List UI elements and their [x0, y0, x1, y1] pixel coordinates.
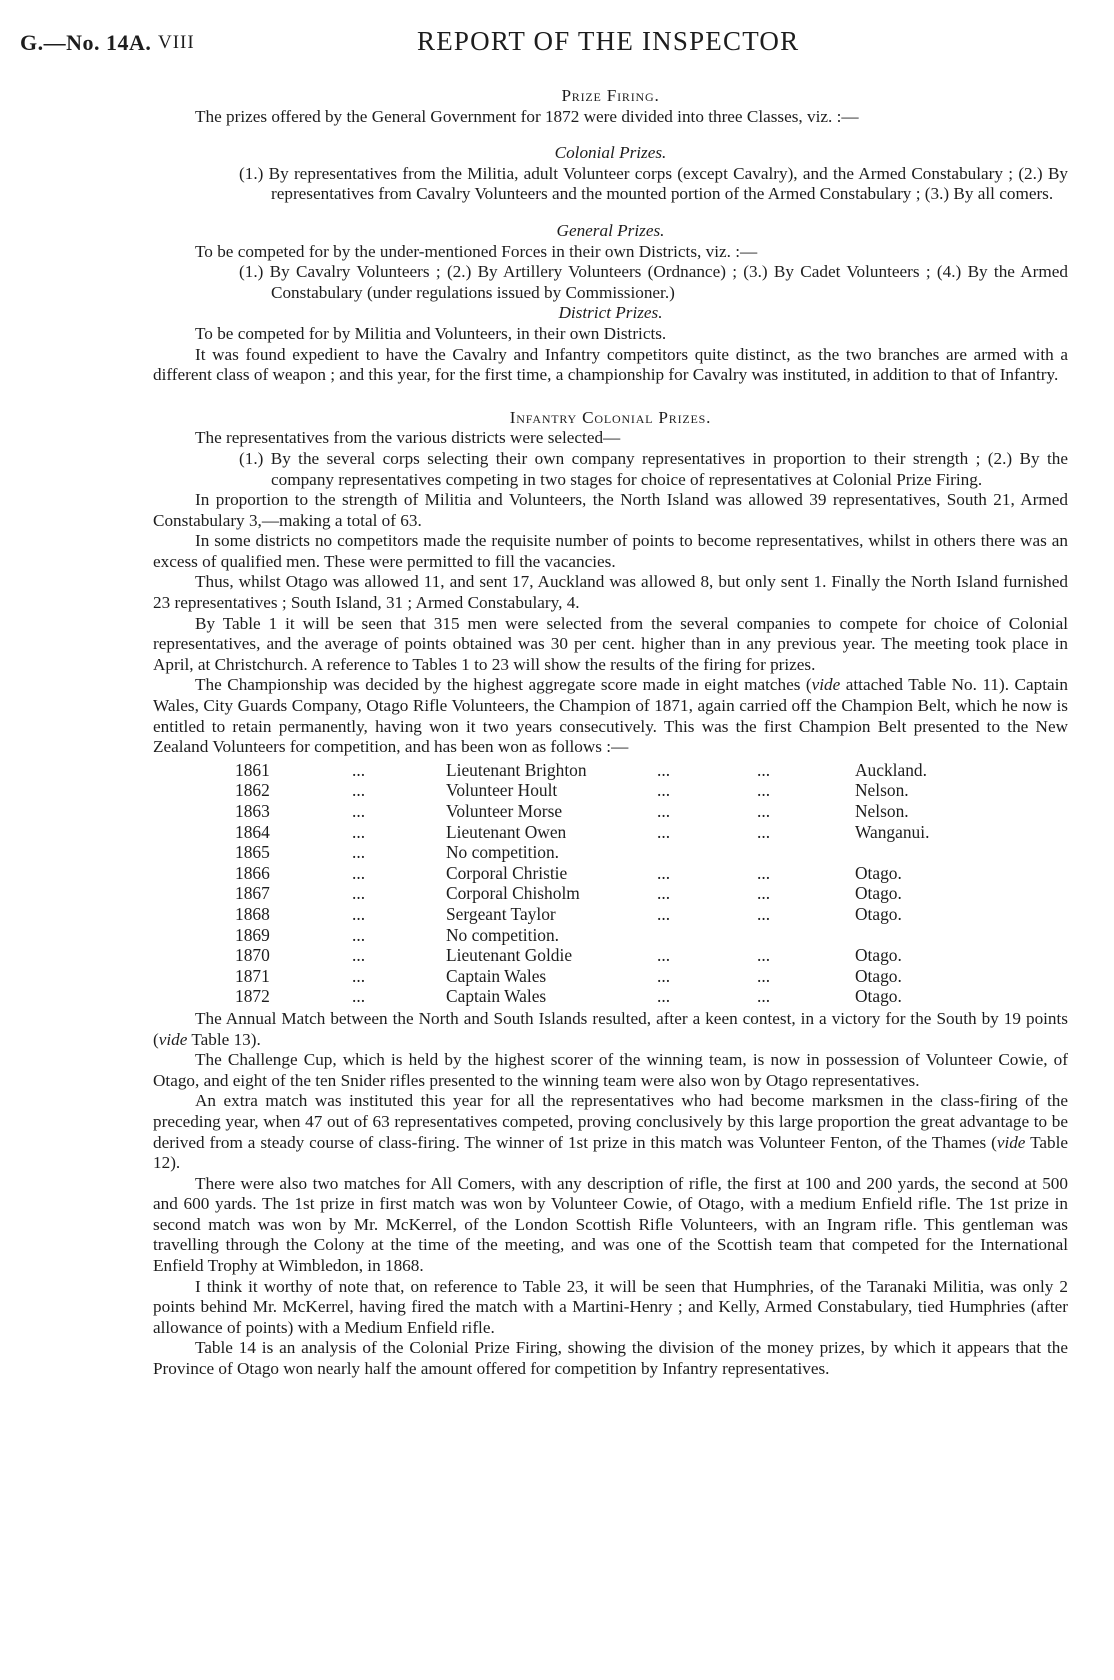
leader-dots: ...	[657, 759, 671, 780]
leader-dots: ...	[757, 862, 771, 883]
leader-dots: ...	[657, 986, 671, 1007]
leader-dots: ...	[352, 986, 366, 1007]
running-title: REPORT OF THE INSPECTOR	[417, 26, 800, 56]
table-row	[235, 966, 995, 987]
champion-year: 1867	[235, 883, 270, 904]
champion-place: Wanganui.	[855, 821, 930, 842]
champion-place	[855, 925, 995, 946]
paragraph-districts: In some districts no competitors made the requisite number of points to become representatives, whilst in others there was an excess of qualified men. These were permitted to fill the vacancies.	[153, 531, 1068, 571]
champion-place: Otago.	[855, 965, 902, 986]
table-row	[235, 925, 995, 946]
paragraph-district: To be competed for by Militia and Volunteers, in their own Districts.	[195, 323, 667, 343]
leader-dots: ...	[657, 945, 671, 966]
table-row	[235, 822, 995, 843]
paragraph-prize-intro: The prizes offered by the General Government for 1872 were divided into three Classes, viz. :—	[195, 106, 859, 126]
paragraph-extra-match: An extra match was instituted this year for all the representatives who had become marksmen in the class-firing of the preceding year, when 47 out of 63 representatives competed, proving conclusively by this large proportion the great advantage to be derived from a steady course of class-firing. The winner of 1st prize in this match was Volunteer Fenton, of the Thames (vide Table 12).	[153, 1091, 1068, 1173]
table-row	[235, 863, 995, 884]
page-header	[0, 24, 1114, 64]
table-row	[235, 780, 995, 801]
paragraph-annual-match: The Annual Match between the North and South Islands resulted, after a keen contest, in a victory for the South by 19 points (vide Table 13).	[153, 1008, 1068, 1049]
paragraph-cavalry: It was found expedient to have the Cavalry and Infantry competitors quite distinct, as the two branches are armed with a different class of weapon ; and this year, for the first time, a championship for Cavalry was instituted, in addition to that of Infantry.	[153, 344, 1068, 385]
champion-place: Nelson.	[855, 801, 909, 821]
subheading-general-prizes: General Prizes.	[556, 220, 665, 240]
paragraph-all-comers: There were also two matches for All Comers, with any description of rifle, the first at 100 and 200 yards, the second at 500 and 600 yards. The 1st prize in first match was won by Volunteer Cowie, of Otago, with a medium Enfield rifle. The 1st prize in second match was won by Mr. McKerrel, of the London Scottish Rifle Volunteers, with an Ingram rifle. This gentleman was travelling through the Colony at the time of the meeting, and was one of the Scottish team that competed for the International Enfield Trophy at Wimbledon, in 1868.	[153, 1173, 1068, 1276]
champion-year: 1871	[235, 965, 270, 986]
champion-name: Lieutenant Goldie	[446, 945, 573, 966]
champion-year: 1869	[235, 924, 270, 945]
champion-name: Captain Wales	[446, 986, 547, 1007]
list-item-colonial: (1.) By representatives from the Militia, adult Volunteer corps (except Cavalry), and the Armed Constabulary ; (2.) By representatives from Cavalry Volunteers and the mounted portion of the Armed Constabulary ; (3.) By all comers.	[239, 163, 1068, 204]
leader-dots: ...	[757, 965, 771, 986]
champion-place: Otago.	[855, 945, 902, 966]
champion-year: 1868	[235, 903, 270, 924]
champion-name: Lieutenant Owen	[446, 821, 567, 842]
list-item-general: (1.) By Cavalry Volunteers ; (2.) By Artillery Volunteers (Ordnance) ; (3.) By Cadet Volunteers ; (4.) By the Armed Constabulary (under regulations issued by Commissioner.)	[239, 262, 1068, 302]
table-row	[235, 904, 995, 925]
champion-year: 1861	[235, 759, 270, 780]
leader-dots: ...	[657, 965, 671, 986]
champion-year: 1866	[235, 862, 270, 883]
subheading-colonial-prizes: Colonial Prizes.	[554, 143, 667, 163]
paragraph-proportion: In proportion to the strength of Militia and Volunteers, the North Island was allowed 39 representatives, South 21, Armed Constabulary 3,—making a total of 63.	[153, 490, 1068, 530]
table-row	[235, 842, 995, 863]
table-row	[235, 945, 995, 966]
champion-place: Auckland.	[855, 759, 927, 780]
table-row	[235, 883, 995, 904]
champion-name: Volunteer Morse	[446, 801, 563, 821]
champion-place: Otago.	[855, 862, 902, 883]
leader-dots	[657, 925, 757, 946]
section-heading-prize-firing: Prize Firing.	[561, 86, 660, 105]
champion-place	[855, 842, 995, 863]
champion-place: Otago.	[855, 986, 902, 1007]
paragraph-table-1: By Table 1 it will be seen that 315 men were selected from the several companies to compete for choice of Colonial representatives, and the average of points obtained was 30 per cent. higher than in any previous year. The meeting took place in April, at Christchurch. A reference to Tables 1 to 23 will show the results of the firing for prizes.	[153, 613, 1068, 674]
champion-year: 1865	[235, 842, 270, 863]
leader-dots: ...	[352, 759, 366, 780]
leader-dots: ...	[757, 883, 771, 904]
leader-dots: ...	[757, 945, 771, 966]
page-number: VIII	[158, 32, 195, 53]
champion-name: Corporal Christie	[446, 862, 568, 883]
leader-dots: ...	[352, 821, 366, 842]
leader-dots: ...	[757, 986, 771, 1007]
leader-dots: ...	[757, 801, 771, 821]
champion-belt-table	[235, 760, 995, 1007]
leader-dots: ...	[352, 801, 366, 821]
champion-name: Corporal Chisholm	[446, 883, 580, 904]
leader-dots: ...	[352, 924, 366, 945]
section-heading-infantry: Infantry Colonial Prizes.	[509, 407, 712, 427]
leader-dots: ...	[352, 883, 366, 904]
champion-place: Nelson.	[855, 780, 909, 801]
paragraph-otago: Thus, whilst Otago was allowed 11, and sent 17, Auckland was allowed 8, but only sent 1. Finally the North Island furnished 23 representatives ; South Island, 31 ; Armed Constabulary, 4.	[153, 572, 1068, 613]
champion-name: Sergeant Taylor	[446, 903, 556, 924]
paragraph-worthy-note: I think it worthy of note that, on reference to Table 23, it will be seen that Humphries, of the Taranaki Militia, was only 2 points behind Mr. McKerrel, having fired the match with a Martini-Henry ; and Kelly, Armed Constabulary, tied Humphries (after allowance of points) with a Medium Enfield rifle.	[153, 1276, 1068, 1337]
list-item-selection: (1.) By the several corps selecting their own company representatives in proportion to their strength ; (2.) By the company representatives competing in two stages for choice of representatives at Colonial Prize Firing.	[239, 448, 1068, 489]
leader-dots: ...	[657, 883, 671, 904]
table-row	[235, 986, 995, 1007]
champion-name: Volunteer Hoult	[446, 780, 558, 801]
leader-dots: ...	[352, 945, 366, 966]
champion-place: Otago.	[855, 883, 902, 904]
subheading-district-prizes: District Prizes.	[558, 303, 663, 323]
champion-name: Lieutenant Brighton	[446, 759, 587, 780]
leader-dots: ...	[352, 903, 366, 924]
paragraph-selected-intro: The representatives from the various districts were selected—	[195, 428, 621, 448]
leader-dots: ...	[657, 903, 671, 924]
leader-dots: ...	[657, 801, 671, 821]
leader-dots: ...	[757, 821, 771, 842]
champion-year: 1864	[235, 821, 270, 842]
table-row	[235, 760, 995, 781]
champion-name: No competition.	[446, 924, 560, 945]
champion-year: 1862	[235, 780, 270, 801]
leader-dots: ...	[757, 780, 771, 801]
paragraph-table-14: Table 14 is an analysis of the Colonial Prize Firing, showing the division of the money prizes, by which it appears that the Province of Otago won nearly half the amount offered for competition by Infantry representatives.	[153, 1338, 1068, 1379]
leader-dots: ...	[757, 759, 771, 780]
leader-dots: ...	[657, 780, 671, 801]
leader-dots: ...	[657, 821, 671, 842]
champion-name: Captain Wales	[446, 965, 547, 986]
document-code: G.—No. 14A.	[20, 30, 152, 55]
leader-dots	[757, 925, 855, 946]
leader-dots: ...	[352, 862, 366, 883]
paragraph-challenge-cup: The Challenge Cup, which is held by the highest scorer of the winning team, is now in possession of Volunteer Cowie, of Otago, and eight of the ten Snider rifles presented to the winning team were also won by Otago representatives.	[153, 1050, 1068, 1090]
paragraph-general-intro: To be competed for by the under-mentioned Forces in their own Districts, viz. :—	[195, 241, 758, 261]
leader-dots: ...	[352, 780, 366, 801]
champion-place: Otago.	[855, 903, 902, 924]
leader-dots: ...	[352, 965, 366, 986]
champion-year: 1870	[235, 945, 270, 966]
table-row	[235, 801, 995, 822]
leader-dots	[757, 842, 855, 863]
champion-name: No competition.	[446, 842, 560, 863]
report-body	[153, 86, 1068, 1380]
leader-dots: ...	[657, 862, 671, 883]
champion-year: 1872	[235, 986, 270, 1007]
paragraph-championship: The Championship was decided by the highest aggregate score made in eight matches (vide attached Table No. 11). Captain Wales, City Guards Company, Otago Rifle Volunteers, the Champion of 1871, again carried off the Champion Belt, which he now is entitled to retain permanently, having won it two years consecutively. This was the first Champion Belt presented to the New Zealand Volunteers for competition, and has been won as follows :—	[153, 675, 1068, 757]
leader-dots	[657, 842, 757, 863]
champion-year: 1863	[235, 801, 270, 821]
leader-dots: ...	[757, 903, 771, 924]
leader-dots: ...	[352, 842, 366, 863]
